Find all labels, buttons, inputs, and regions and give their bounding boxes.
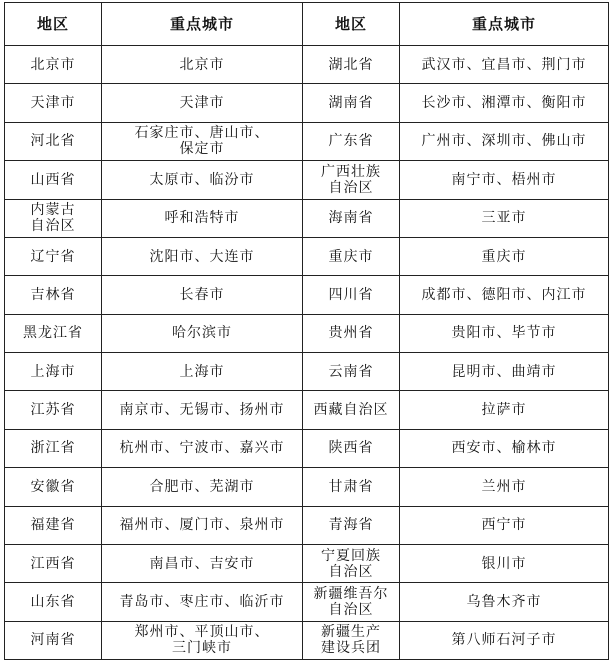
region-left-cell: 天津市 bbox=[5, 84, 102, 122]
cities-right-cell: 贵阳市、毕节市 bbox=[400, 314, 609, 352]
table-row bbox=[5, 199, 609, 237]
cities-right-cell: 西宁市 bbox=[400, 506, 609, 544]
region-right-cell: 海南省 bbox=[303, 199, 400, 237]
region-left-cell: 内蒙古 自治区 bbox=[5, 199, 102, 237]
cities-left-cell: 青岛市、枣庄市、临沂市 bbox=[102, 583, 303, 621]
table-row bbox=[5, 161, 609, 199]
region-right-cell: 广东省 bbox=[303, 122, 400, 160]
region-left-cell: 河南省 bbox=[5, 621, 102, 659]
cities-left-cell: 福州市、厦门市、泉州市 bbox=[102, 506, 303, 544]
cities-right-cell: 乌鲁木齐市 bbox=[400, 583, 609, 621]
cities-left-cell: 合肥市、芜湖市 bbox=[102, 468, 303, 506]
table-row bbox=[5, 621, 609, 659]
region-left-cell: 山西省 bbox=[5, 161, 102, 199]
region-right-cell: 广西壮族 自治区 bbox=[303, 161, 400, 199]
region-city-table bbox=[4, 2, 609, 660]
region-left-cell: 上海市 bbox=[5, 353, 102, 391]
region-right-cell: 新疆维吾尔 自治区 bbox=[303, 583, 400, 621]
table-row bbox=[5, 276, 609, 314]
cities-right-cell: 武汉市、宜昌市、荆门市 bbox=[400, 46, 609, 84]
header-region-right: 地区 bbox=[303, 3, 400, 46]
table-row bbox=[5, 429, 609, 467]
cities-right-cell: 银川市 bbox=[400, 544, 609, 582]
cities-left-cell: 石家庄市、唐山市、 保定市 bbox=[102, 122, 303, 160]
region-left-cell: 安徽省 bbox=[5, 468, 102, 506]
header-region-left: 地区 bbox=[5, 3, 102, 46]
cities-left-cell: 南昌市、吉安市 bbox=[102, 544, 303, 582]
region-left-cell: 江苏省 bbox=[5, 391, 102, 429]
cities-left-cell: 长春市 bbox=[102, 276, 303, 314]
table-row bbox=[5, 391, 609, 429]
table-row bbox=[5, 46, 609, 84]
region-right-cell: 云南省 bbox=[303, 353, 400, 391]
region-right-cell: 重庆市 bbox=[303, 237, 400, 275]
cities-left-cell: 呼和浩特市 bbox=[102, 199, 303, 237]
region-right-cell: 四川省 bbox=[303, 276, 400, 314]
table-row bbox=[5, 314, 609, 352]
cities-right-cell: 昆明市、曲靖市 bbox=[400, 353, 609, 391]
cities-left-cell: 杭州市、宁波市、嘉兴市 bbox=[102, 429, 303, 467]
table-row bbox=[5, 237, 609, 275]
cities-right-cell: 拉萨市 bbox=[400, 391, 609, 429]
cities-right-cell: 兰州市 bbox=[400, 468, 609, 506]
region-left-cell: 河北省 bbox=[5, 122, 102, 160]
region-left-cell: 黑龙江省 bbox=[5, 314, 102, 352]
cities-right-cell: 三亚市 bbox=[400, 199, 609, 237]
region-right-cell: 湖南省 bbox=[303, 84, 400, 122]
region-left-cell: 辽宁省 bbox=[5, 237, 102, 275]
cities-left-cell: 天津市 bbox=[102, 84, 303, 122]
region-left-cell: 江西省 bbox=[5, 544, 102, 582]
cities-left-cell: 哈尔滨市 bbox=[102, 314, 303, 352]
cities-right-cell: 成都市、德阳市、内江市 bbox=[400, 276, 609, 314]
cities-left-cell: 上海市 bbox=[102, 353, 303, 391]
region-left-cell: 浙江省 bbox=[5, 429, 102, 467]
cities-left-cell: 北京市 bbox=[102, 46, 303, 84]
table-row bbox=[5, 353, 609, 391]
table-header-row bbox=[5, 3, 609, 46]
table-row bbox=[5, 583, 609, 621]
cities-left-cell: 沈阳市、大连市 bbox=[102, 237, 303, 275]
region-left-cell: 福建省 bbox=[5, 506, 102, 544]
cities-left-cell: 太原市、临汾市 bbox=[102, 161, 303, 199]
header-cities-left: 重点城市 bbox=[102, 3, 303, 46]
table-row bbox=[5, 506, 609, 544]
cities-right-cell: 南宁市、梧州市 bbox=[400, 161, 609, 199]
region-right-cell: 西藏自治区 bbox=[303, 391, 400, 429]
region-right-cell: 青海省 bbox=[303, 506, 400, 544]
region-left-cell: 吉林省 bbox=[5, 276, 102, 314]
table-row bbox=[5, 468, 609, 506]
table-row bbox=[5, 84, 609, 122]
cities-right-cell: 广州市、深圳市、佛山市 bbox=[400, 122, 609, 160]
cities-left-cell: 郑州市、平顶山市、 三门峡市 bbox=[102, 621, 303, 659]
region-right-cell: 陕西省 bbox=[303, 429, 400, 467]
cities-right-cell: 长沙市、湘潭市、衡阳市 bbox=[400, 84, 609, 122]
region-right-cell: 贵州省 bbox=[303, 314, 400, 352]
region-right-cell: 宁夏回族 自治区 bbox=[303, 544, 400, 582]
header-cities-right: 重点城市 bbox=[400, 3, 609, 46]
table-row bbox=[5, 122, 609, 160]
cities-right-cell: 第八师石河子市 bbox=[400, 621, 609, 659]
region-right-cell: 新疆生产 建设兵团 bbox=[303, 621, 400, 659]
region-right-cell: 湖北省 bbox=[303, 46, 400, 84]
cities-left-cell: 南京市、无锡市、扬州市 bbox=[102, 391, 303, 429]
cities-right-cell: 西安市、榆林市 bbox=[400, 429, 609, 467]
region-left-cell: 北京市 bbox=[5, 46, 102, 84]
cities-right-cell: 重庆市 bbox=[400, 237, 609, 275]
region-right-cell: 甘肃省 bbox=[303, 468, 400, 506]
table-row bbox=[5, 544, 609, 582]
region-left-cell: 山东省 bbox=[5, 583, 102, 621]
table-body bbox=[5, 46, 609, 660]
